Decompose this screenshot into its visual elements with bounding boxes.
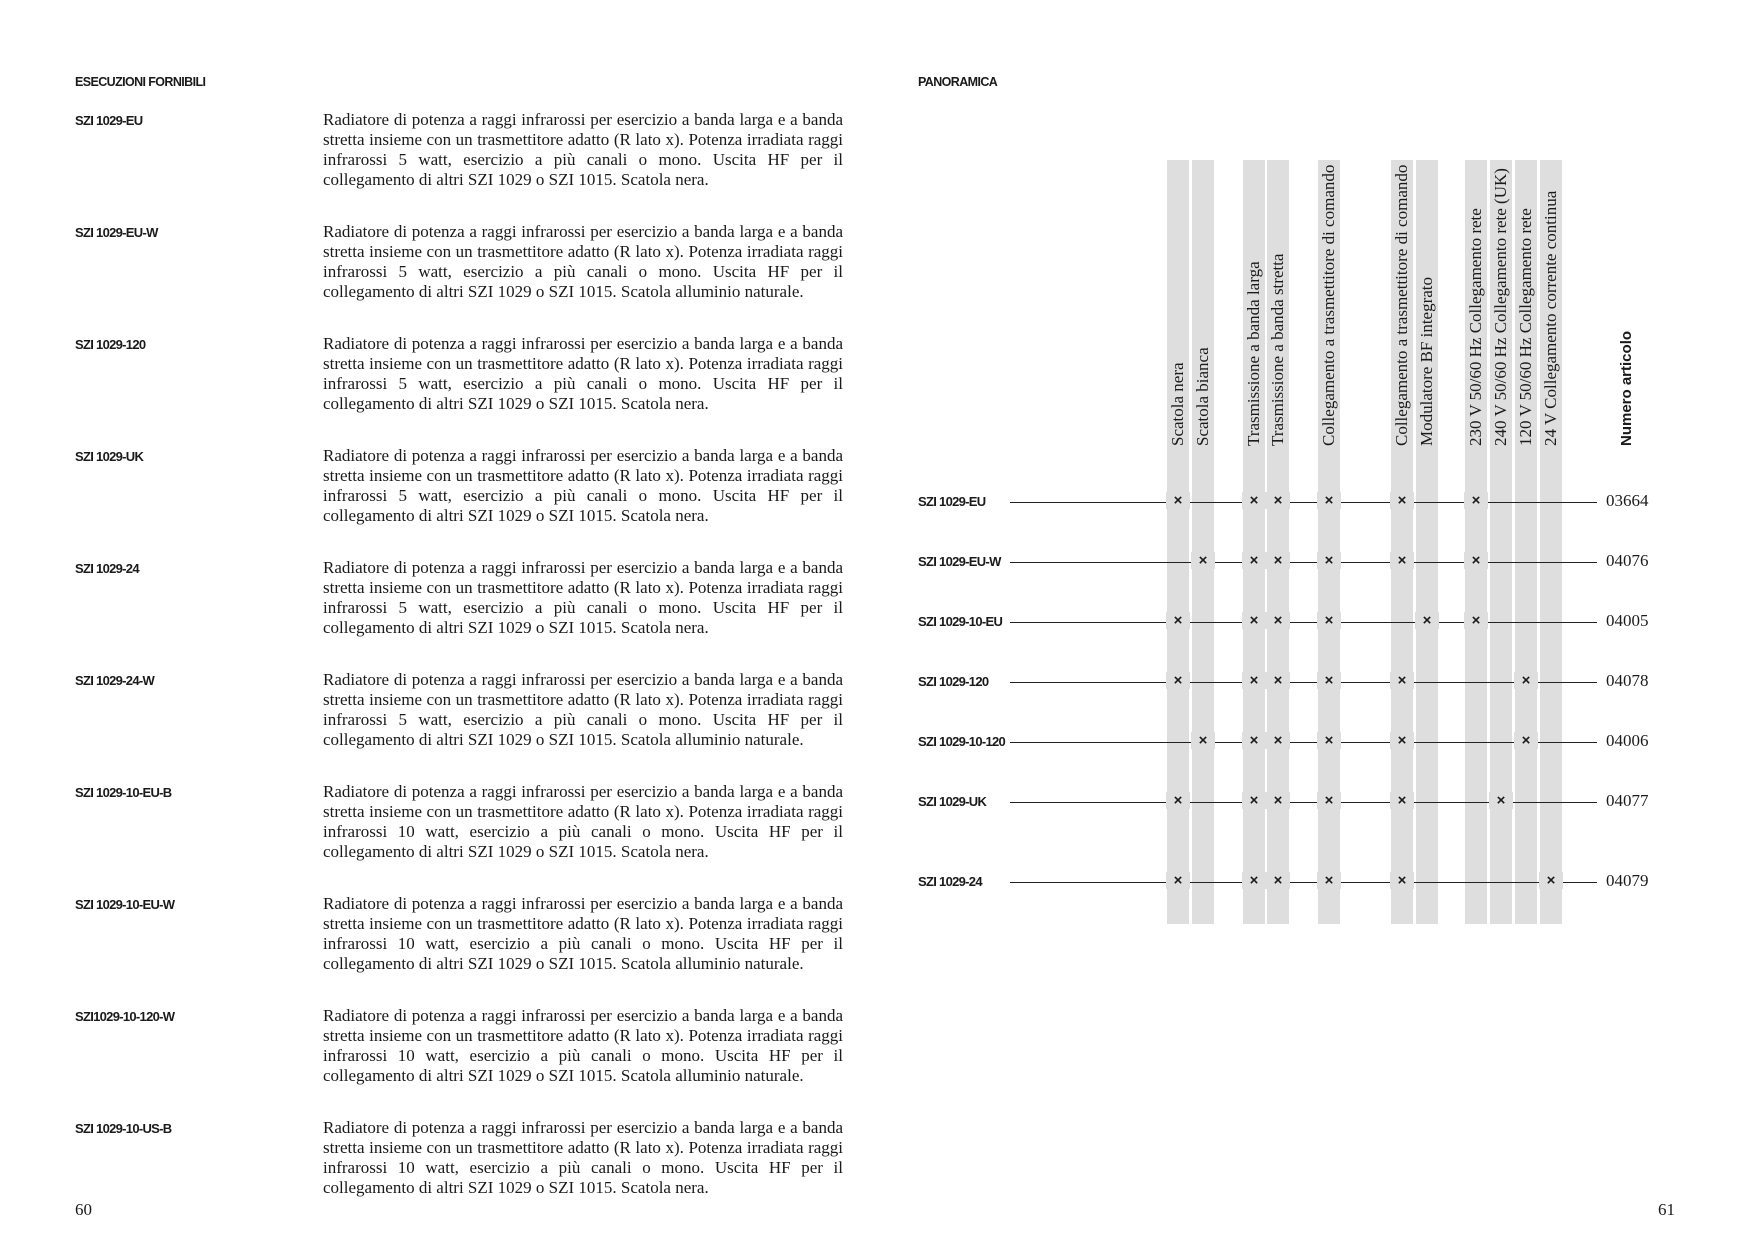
product-code: SZI 1029-EU-W — [75, 225, 158, 240]
article-number: 04077 — [1602, 791, 1649, 811]
column-band — [1167, 160, 1189, 924]
check-mark: × — [1266, 552, 1290, 569]
check-mark: × — [1317, 872, 1341, 889]
article-number: 04079 — [1602, 871, 1649, 891]
check-mark: × — [1390, 672, 1414, 689]
check-mark: × — [1166, 792, 1190, 809]
row-product-code: SZI 1029-10-120 — [918, 734, 1006, 749]
check-mark: × — [1191, 552, 1215, 569]
check-mark: × — [1317, 792, 1341, 809]
check-mark: × — [1464, 552, 1488, 569]
product-description: Radiatore di potenza a raggi infrarossi per esercizio a banda larga e a banda stretta insieme con un trasmettitore adatto (R lato x). Potenza irradiata raggi infrarossi 5 watt, esercizio a più canali o mono. Uscita HF per il collegamento di altri SZI 1029 o SZI 1015. Scatola nera. — [323, 446, 843, 525]
check-mark: × — [1166, 492, 1190, 509]
product-description: Radiatore di potenza a raggi infrarossi per esercizio a banda larga e a banda stretta insieme con un trasmettitore adatto (R lato x). Potenza irradiata raggi infrarossi 10 watt, esercizio a più canali o mono. Uscita HF per il collegamento di altri SZI 1029 o SZI 1015. Scatola nera. — [323, 782, 843, 861]
check-mark: × — [1464, 612, 1488, 629]
check-mark: × — [1166, 872, 1190, 889]
row-product-code: SZI 1029-EU — [918, 494, 986, 509]
row-leader-line — [1010, 742, 1597, 743]
left-page-number: 60 — [75, 1200, 92, 1219]
check-mark: × — [1390, 492, 1414, 509]
row-product-code: SZI 1029-24 — [918, 874, 982, 889]
check-mark: × — [1514, 732, 1538, 749]
right-page-number: 61 — [1658, 1200, 1675, 1219]
check-mark: × — [1266, 612, 1290, 629]
check-mark: × — [1514, 672, 1538, 689]
column-band — [1416, 160, 1438, 924]
check-mark: × — [1242, 552, 1266, 569]
product-code: SZI 1029-UK — [75, 449, 144, 464]
article-number: 04078 — [1602, 671, 1649, 691]
row-leader-line — [1010, 502, 1597, 503]
check-mark: × — [1317, 672, 1341, 689]
check-mark: × — [1266, 872, 1290, 889]
check-mark: × — [1390, 552, 1414, 569]
check-mark: × — [1266, 792, 1290, 809]
article-number: 03664 — [1602, 491, 1649, 511]
article-number: 04005 — [1602, 611, 1649, 631]
check-mark: × — [1266, 732, 1290, 749]
product-code: SZI 1029-120 — [75, 337, 146, 352]
check-mark: × — [1390, 872, 1414, 889]
check-mark: × — [1242, 492, 1266, 509]
check-mark: × — [1242, 872, 1266, 889]
product-description: Radiatore di potenza a raggi infrarossi per esercizio a banda larga e a banda stretta insieme con un trasmettitore adatto (R lato x). Potenza irradiata raggi infrarossi 5 watt, esercizio a più canali o mono. Uscita HF per il collegamento di altri SZI 1029 o SZI 1015. Scatola nera. — [323, 558, 843, 637]
column-band — [1192, 160, 1214, 924]
row-product-code: SZI 1029-10-EU — [918, 614, 1003, 629]
column-header: Collegamento a trasmettitore di comando — [1392, 164, 1411, 446]
row-leader-line — [1010, 682, 1597, 683]
check-mark: × — [1266, 492, 1290, 509]
check-mark: × — [1317, 552, 1341, 569]
article-number-header: Numero articolo — [1618, 330, 1635, 446]
row-product-code: SZI 1029-120 — [918, 674, 989, 689]
article-number: 04076 — [1602, 551, 1649, 571]
check-mark: × — [1242, 792, 1266, 809]
check-mark: × — [1166, 612, 1190, 629]
row-product-code: SZI 1029-EU-W — [918, 554, 1001, 569]
check-mark: × — [1489, 792, 1513, 809]
column-header: Trasmissione a banda larga — [1244, 261, 1263, 446]
check-mark: × — [1242, 672, 1266, 689]
left-section-title: ESECUZIONI FORNIBILI — [75, 75, 206, 89]
check-mark: × — [1390, 732, 1414, 749]
check-mark: × — [1191, 732, 1215, 749]
product-description: Radiatore di potenza a raggi infrarossi per esercizio a banda larga e a banda stretta insieme con un trasmettitore adatto (R lato x). Potenza irradiata raggi infrarossi 10 watt, esercizio a più canali o mono. Uscita HF per il collegamento di altri SZI 1029 o SZI 1015. Scatola alluminio naturale. — [323, 1006, 843, 1085]
row-leader-line — [1010, 562, 1597, 563]
check-mark: × — [1242, 732, 1266, 749]
check-mark: × — [1539, 872, 1563, 889]
check-mark: × — [1317, 732, 1341, 749]
product-code: SZI 1029-EU — [75, 113, 143, 128]
check-mark: × — [1317, 612, 1341, 629]
column-header: 120 V 50/60 Hz Collegamento rete — [1516, 208, 1535, 446]
column-header: 240 V 50/60 Hz Collegamento rete (UK) — [1491, 168, 1510, 446]
column-header: Trasmissione a banda stretta — [1268, 253, 1287, 446]
column-header: Scatola bianca — [1193, 347, 1212, 446]
article-number: 04006 — [1602, 731, 1649, 751]
check-mark: × — [1266, 672, 1290, 689]
product-code: SZI1029-10-120-W — [75, 1009, 175, 1024]
product-description: Radiatore di potenza a raggi infrarossi per esercizio a banda larga e a banda stretta insieme con un trasmettitore adatto (R lato x). Potenza irradiata raggi infrarossi 5 watt, esercizio a più canali o mono. Uscita HF per il collegamento di altri SZI 1029 o SZI 1015. Scatola nera. — [323, 334, 843, 413]
check-mark: × — [1415, 612, 1439, 629]
check-mark: × — [1166, 672, 1190, 689]
column-header: 24 V Collegamento corrente continua — [1541, 190, 1560, 446]
check-mark: × — [1464, 492, 1488, 509]
column-header: 230 V 50/60 Hz Collegamento rete — [1466, 208, 1485, 446]
check-mark: × — [1242, 612, 1266, 629]
row-leader-line — [1010, 622, 1597, 623]
column-header: Collegamento a trasmettitore di comando — [1319, 164, 1338, 446]
product-description: Radiatore di potenza a raggi infrarossi per esercizio a banda larga e a banda stretta insieme con un trasmettitore adatto (R lato x). Potenza irradiata raggi infrarossi 5 watt, esercizio a più canali o mono. Uscita HF per il collegamento di altri SZI 1029 o SZI 1015. Scatola nera. — [323, 110, 843, 189]
row-leader-line — [1010, 882, 1597, 883]
column-header: Scatola nera — [1168, 362, 1187, 446]
product-code: SZI 1029-24 — [75, 561, 139, 576]
column-header: Modulatore BF integrato — [1417, 276, 1436, 446]
row-product-code: SZI 1029-UK — [918, 794, 987, 809]
right-section-title: PANORAMICA — [918, 75, 998, 89]
product-description: Radiatore di potenza a raggi infrarossi per esercizio a banda larga e a banda stretta insieme con un trasmettitore adatto (R lato x). Potenza irradiata raggi infrarossi 5 watt, esercizio a più canali o mono. Uscita HF per il collegamento di altri SZI 1029 o SZI 1015. Scatola alluminio naturale. — [323, 670, 843, 749]
product-code: SZI 1029-10-EU-B — [75, 785, 172, 800]
product-description: Radiatore di potenza a raggi infrarossi per esercizio a banda larga e a banda stretta insieme con un trasmettitore adatto (R lato x). Potenza irradiata raggi infrarossi 5 watt, esercizio a più canali o mono. Uscita HF per il collegamento di altri SZI 1029 o SZI 1015. Scatola alluminio naturale. — [323, 222, 843, 301]
product-code: SZI 1029-24-W — [75, 673, 155, 688]
product-code: SZI 1029-10-EU-W — [75, 897, 175, 912]
check-mark: × — [1390, 792, 1414, 809]
product-code: SZI 1029-10-US-B — [75, 1121, 172, 1136]
product-description: Radiatore di potenza a raggi infrarossi per esercizio a banda larga e a banda stretta insieme con un trasmettitore adatto (R lato x). Potenza irradiata raggi infrarossi 10 watt, esercizio a più canali o mono. Uscita HF per il collegamento di altri SZI 1029 o SZI 1015. Scatola nera. — [323, 1118, 843, 1197]
product-description: Radiatore di potenza a raggi infrarossi per esercizio a banda larga e a banda stretta insieme con un trasmettitore adatto (R lato x). Potenza irradiata raggi infrarossi 10 watt, esercizio a più canali o mono. Uscita HF per il collegamento di altri SZI 1029 o SZI 1015. Scatola alluminio naturale. — [323, 894, 843, 973]
check-mark: × — [1317, 492, 1341, 509]
